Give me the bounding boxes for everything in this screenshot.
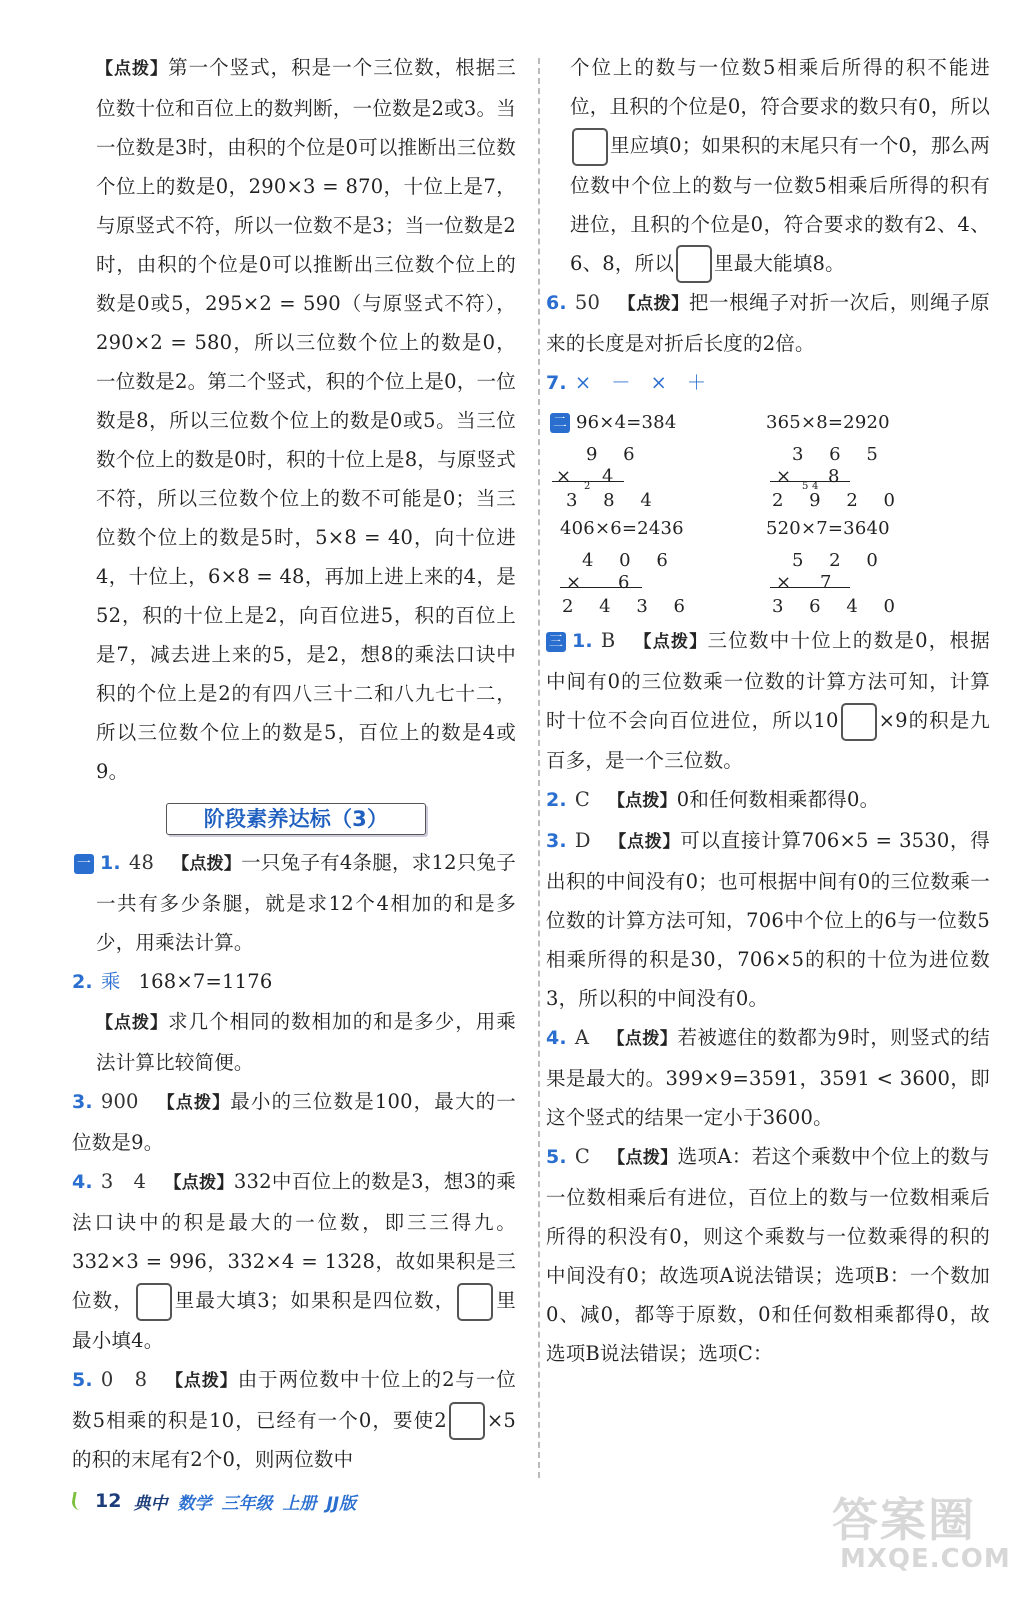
volume-label: 上册 xyxy=(282,1493,317,1514)
page-footer xyxy=(72,1486,356,1516)
item-text: 0和任何数相乘都得0。 xyxy=(676,787,880,811)
calc-op: × xyxy=(556,466,582,487)
calc-op: × xyxy=(566,572,592,593)
calc-top: 5 2 0 xyxy=(792,550,888,571)
item-5 xyxy=(72,1360,516,1480)
edition-label: JJ版 xyxy=(326,1493,357,1514)
item-2-tip xyxy=(96,1002,516,1082)
left-column xyxy=(72,48,517,1479)
item-text: 2 xyxy=(434,1408,447,1432)
item-2 xyxy=(72,962,516,1002)
calc-carry: 5 4 xyxy=(802,481,819,492)
calc-pair xyxy=(550,539,990,615)
cont-text: 里最大能填8。 xyxy=(714,251,845,275)
item-3-4 xyxy=(546,1018,990,1137)
tip-label: 【点拨】 xyxy=(633,632,708,652)
item-text: 若被遮住的数都为9时，则竖式的结果是最大的。399×9=3591，3591 < 3600，即这个竖式的结果一定小于3600。 xyxy=(546,1025,990,1129)
item-number: 4. xyxy=(72,1171,93,1193)
blank-box xyxy=(841,703,877,741)
item-answer: B xyxy=(600,629,616,652)
equation-label xyxy=(550,403,750,433)
item-answer: C xyxy=(574,787,590,811)
grade-label: 三年级 xyxy=(221,1493,273,1514)
item-3-3 xyxy=(546,821,990,1018)
item-text: 里最小填4。 xyxy=(72,1289,516,1352)
calc-bottom: 6 xyxy=(618,572,640,593)
right-column xyxy=(546,48,990,1373)
intro-paragraph xyxy=(96,48,516,791)
equation-label: 520×7=3640 xyxy=(766,518,890,539)
tip-label: 【点拨】 xyxy=(618,294,689,314)
item-3-1 xyxy=(546,621,990,780)
vertical-calculations xyxy=(550,403,990,615)
tip-label: 【点拨】 xyxy=(156,1093,231,1113)
section-two-marker: 二 xyxy=(550,413,570,433)
calc-op: × xyxy=(776,466,802,487)
item-text: 最小的三位数是100，最大的一位数是9。 xyxy=(72,1090,516,1154)
item-7 xyxy=(546,363,990,403)
calc-bottom: 7 xyxy=(820,572,842,593)
item-3-2 xyxy=(546,780,990,821)
equation-row xyxy=(550,403,990,433)
item-answer: A xyxy=(574,1025,590,1049)
tip-label: 【点拨】 xyxy=(164,1173,234,1193)
equation-label: 365×8=2920 xyxy=(766,412,890,433)
item-answer: 900 xyxy=(100,1090,139,1113)
item-number: 5. xyxy=(72,1368,93,1391)
cont-text: 个位上的数与一位数5相乘后所得的积不能进位，且积的个位是0，符合要求的数只有0，所以 xyxy=(570,56,990,118)
item-answer: 3 4 xyxy=(100,1170,147,1193)
calc-result: 3 8 4 xyxy=(566,490,662,511)
calc-top: 4 0 6 xyxy=(582,550,678,571)
item-text: 求几个相同的数相加的和是多少，用乘法计算比较简便。 xyxy=(96,1010,516,1074)
tip-label: 【点拨】 xyxy=(607,790,677,811)
item-answer: 乘 xyxy=(100,970,121,993)
item-3-5 xyxy=(546,1137,990,1373)
calc-result: 3 6 4 0 xyxy=(772,596,905,617)
calc-op: × xyxy=(776,572,802,593)
vertical-calc xyxy=(550,539,750,615)
item-number: 3. xyxy=(72,1091,93,1113)
page-mark-icon xyxy=(70,1492,92,1510)
calc-top: 3 6 5 xyxy=(792,444,888,465)
section-one-marker: 一 xyxy=(74,854,94,874)
blank-box xyxy=(572,128,608,166)
vertical-calc xyxy=(550,433,750,509)
calc-carry: 2 xyxy=(584,481,591,492)
item-text: 一只兔子有4条腿，求12只兔子一共有多少条腿，就是求12个4相加的和是多少，用乘法计算。 xyxy=(96,851,516,954)
calc-pair xyxy=(550,433,990,509)
column-divider xyxy=(538,58,540,1478)
item-1 xyxy=(76,843,516,962)
item-answer: D xyxy=(574,828,591,852)
item-text: ×5的积的末尾有2个0，则两位数中 xyxy=(72,1408,516,1471)
item-text: 选项A：若这个乘数中个位上的数与一位数相乘后有进位，百位上的数与一位数相乘后所得的积没有0，则这个乘数与一位数乘得的积的中间没有0；故选项A说法错误；选项B：一个数加0、减0，都等于原数，0和任何数相乘都得0，故选项B说法错误；选项C： xyxy=(546,1144,990,1365)
item-number: 1. xyxy=(572,630,593,652)
item-number: 6. xyxy=(546,292,567,314)
item-text: 里最大填3；如果积是四位数， xyxy=(173,1289,456,1312)
tip-label: 【点拨】 xyxy=(96,59,169,79)
cont-text: 里应填0；如果积的末尾只有一个0，那么两位数中个位上的数与一位数5相乘后所得的积有进位，且积的个位是0，符合要求的数有2、4、6、8，所以 xyxy=(570,134,990,275)
calc-top: 9 6 xyxy=(586,444,645,465)
stage-title: 阶段素养达标（3） xyxy=(166,803,426,835)
item-number: 2. xyxy=(546,788,567,811)
tip-label: 【点拨】 xyxy=(607,1147,678,1168)
calc-result: 2 9 2 0 xyxy=(772,490,905,511)
watermark-bottom: MXQE.COM xyxy=(840,1544,1011,1574)
item-number: 4. xyxy=(546,1026,567,1049)
item-number: 7. xyxy=(546,372,567,394)
brand-logo: 典中 xyxy=(133,1493,168,1514)
watermark xyxy=(832,1484,1012,1594)
item-text: 332中百位上的数是3，想3的乘法口诀中的积是最大的一位数，即三三得九。332×3 = 996，332×4 = 1328，故如果积是三位数， xyxy=(72,1170,517,1312)
item-text: 把一根绳子对折一次后，则绳子原来的长度是对折后长度的2倍。 xyxy=(546,291,990,355)
subject-label: 数学 xyxy=(177,1493,212,1514)
continued-paragraph xyxy=(570,48,990,283)
item-answer: C xyxy=(574,1144,590,1168)
vertical-calc xyxy=(750,539,970,615)
tip-label: 【点拨】 xyxy=(172,854,242,874)
blank-box xyxy=(457,1283,493,1321)
item-number: 5. xyxy=(546,1145,567,1168)
tip-label: 【点拨】 xyxy=(96,1013,169,1033)
blank-box xyxy=(676,245,712,283)
item-answer: 48 xyxy=(128,851,155,874)
item-number: 1. xyxy=(100,852,121,874)
vertical-calc xyxy=(750,433,970,509)
item-text: 三位数中十位上的数是0，根据中间有0的三位数乘一位数的计算方法可知，计算时十位不会向百位进位，所以10 xyxy=(546,629,990,732)
equation-label: 406×6=2436 xyxy=(560,518,684,539)
item-4 xyxy=(72,1162,516,1360)
item-number: 2. xyxy=(72,971,93,993)
tip-label: 【点拨】 xyxy=(165,1370,238,1391)
tip-label: 【点拨】 xyxy=(608,831,681,852)
item-text: ×9的积是九百多，是一个三位数。 xyxy=(546,709,990,772)
calc-result: 2 4 3 6 xyxy=(562,596,695,617)
blank-box xyxy=(449,1402,485,1440)
item-answer: × － × ＋ xyxy=(574,371,707,394)
tip-label: 【点拨】 xyxy=(607,1028,678,1049)
section-three-marker: 三 xyxy=(546,632,566,652)
item-answer: 50 xyxy=(574,291,601,314)
item-answer: 0 8 xyxy=(100,1367,148,1391)
equation-text: 96×4=384 xyxy=(576,412,677,433)
page-number: 12 xyxy=(95,1490,122,1512)
item-3 xyxy=(72,1082,516,1162)
calc-bottom: 4 xyxy=(602,466,624,487)
item-text: 可以直接计算706×5 = 3530，得出积的中间没有0；也可根据中间有0的三位数乘一位数的计算方法可知，706中个位上的6与一位数5相乘所得的积是30，706×5的积的十位为进位数3，所以积的中间没有0。 xyxy=(546,828,990,1010)
watermark-top: 答案圈 xyxy=(832,1493,976,1547)
item-text: 由于两位数中十位上的2与一位数5相乘的积是10，已经有一个0，要使 xyxy=(72,1367,516,1432)
calc-bottom: 8 xyxy=(828,466,850,487)
item-answer-equation: 168×7=1176 xyxy=(138,970,273,993)
item-6 xyxy=(546,283,990,363)
item-number: 3. xyxy=(546,829,567,852)
intro-text: 第一个竖式，积是一个三位数，根据三位数十位和百位上的数判断，一位数是2或3。当一位数是3时，由积的个位是0可以推断出三位数个位上的数是0，290×3 = 870，十位上是7，与原竖式不符，所以一位数不是3；当一位数是2时，由积的个位是0可以推断出三位数个位上的数是0或5，295×2 = 590（与原竖式不符），290×2 = 580，所以三位数个位上的数是0，一位数是2。第二个竖式，积的个位上是0，一位数是8，所以三位数个位上的数是0或5。当三位数个位上的数是0时，积的十位上是8，与原竖式不符，所以三位数个位上的数不可能是0；当三位数个位上的数是5时，5×8 = 40，向十位进4，十位上，6×8 = 48，再加上进上来的4，是52，积的十位上是2，向百位进5，积的百位上是7，减去进上来的5，是2，想8的乘法口诀中积的个位上是2的有四八三十二和八九七十二，所以三位数个位上的数是5，百位上的数是4或9。 xyxy=(96,56,516,783)
blank-box xyxy=(136,1283,172,1321)
